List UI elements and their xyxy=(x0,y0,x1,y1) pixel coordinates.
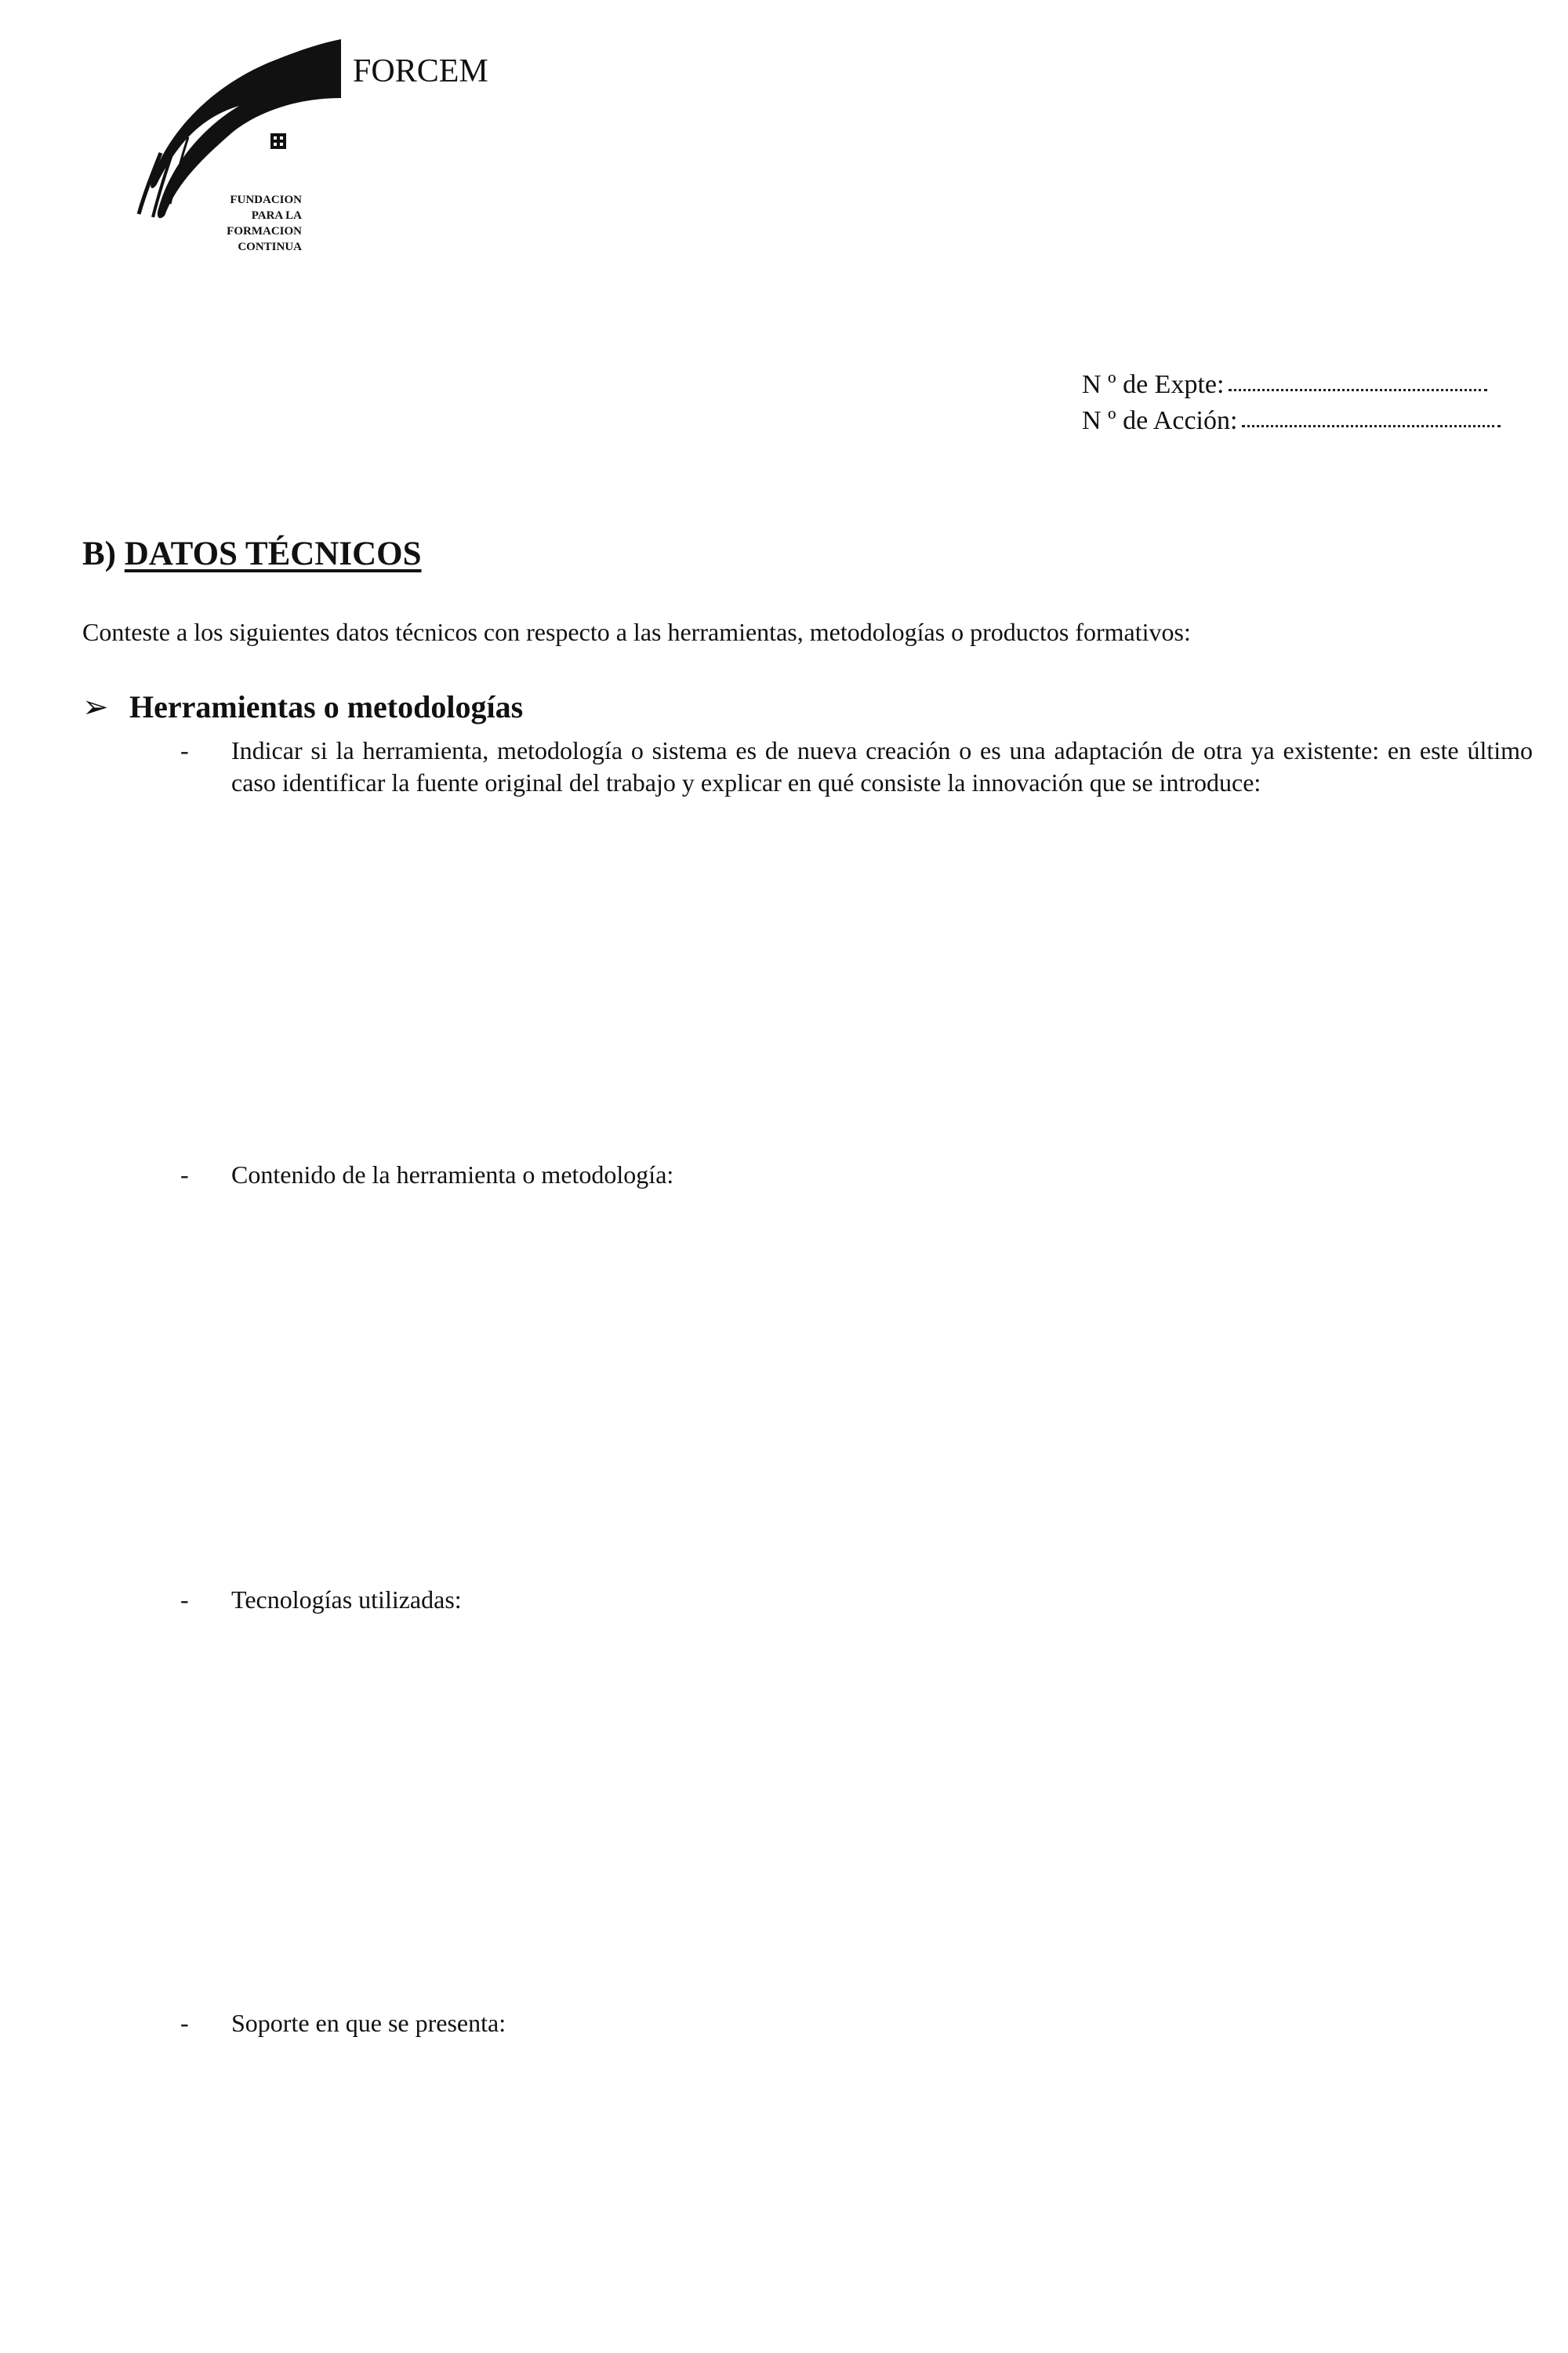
accion-label: N º de Acción: xyxy=(1082,406,1238,435)
list-item-text: Soporte en que se presenta: xyxy=(231,2009,506,2037)
section-intro: Conteste a los siguientes datos técnicos con respecto a las herramientas, metodologías o productos formativos: xyxy=(82,618,1191,646)
dash-bullet: - xyxy=(180,736,189,764)
list-item-text: Contenido de la herramienta o metodología: xyxy=(231,1160,674,1189)
expte-label: N º de Expte: xyxy=(1082,370,1225,399)
dash-bullet: - xyxy=(180,1160,189,1189)
brand-subtitle-line: FORMACION xyxy=(227,225,302,238)
subsection-heading xyxy=(82,688,523,725)
accion-blank-field[interactable] xyxy=(1242,425,1501,427)
brand-subtitle-line: CONTINUA xyxy=(238,241,302,253)
list-item-text: Indicar si la herramienta, metodología o sistema es de nueva creación o es una adaptación de otra ya existente: en este último caso identificar la fuente original del trabajo y explicar en qué consiste la innovación que se introduce: xyxy=(231,736,1533,797)
accion-row xyxy=(1082,403,1501,439)
section-prefix: B) xyxy=(82,536,116,572)
brand-subtitle xyxy=(192,192,302,255)
reference-fields xyxy=(1082,367,1501,439)
brand-subtitle-line: FUNDACION xyxy=(230,194,302,206)
expte-row xyxy=(1082,367,1501,403)
expte-blank-field[interactable] xyxy=(1229,389,1487,391)
section-title-text: DATOS TÉCNICOS xyxy=(124,536,422,572)
dash-bullet: - xyxy=(180,1585,189,1614)
subsection-title: Herramientas o metodologías xyxy=(129,689,524,724)
list-item-text: Tecnologías utilizadas: xyxy=(231,1585,462,1614)
arrow-bullet-icon: ➢ xyxy=(82,689,109,724)
forcem-logo xyxy=(82,35,488,294)
brand-subtitle-line: PARA LA xyxy=(251,209,302,222)
brand-name: FORCEM xyxy=(353,53,488,89)
dash-bullet: - xyxy=(180,2009,189,2037)
section-title xyxy=(82,535,422,573)
